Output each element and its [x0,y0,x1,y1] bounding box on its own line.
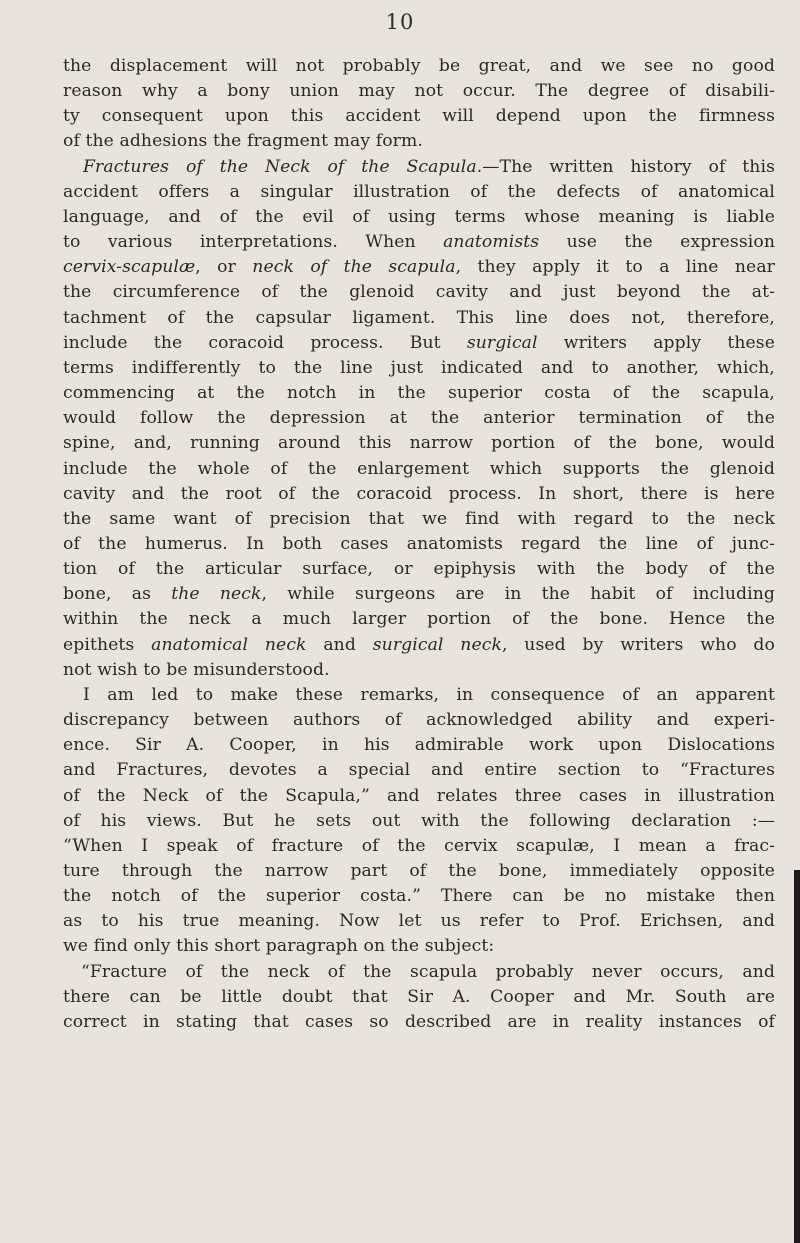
text-line [63,406,775,431]
text-run: discrepancy between authors of acknowledged ability and experi- [63,710,775,731]
text-line [63,104,775,129]
text-line [63,381,775,406]
text-run: of the humerus. In both cases anatomists regard the line of junc- [63,533,775,554]
text-line [63,557,775,582]
italic-run: surgical neck [372,634,502,655]
text-run: there can be little doubt that Sir A. Cooper and Mr. South are [63,986,775,1007]
text-run: ty consequent upon this accident will depend upon the firmness [63,106,775,127]
italic-run: Fractures of the Neck of the Scapula. [83,156,483,177]
text-run: terms indifferently to the line just indicated and to another, which, [63,357,775,378]
text-run: ence. Sir A. Cooper, in his admirable work upon Dislocations [63,735,775,756]
text-run: within the neck a much larger portion of the bone. Hence the [63,609,775,630]
italic-run: anatomists [443,232,540,253]
text-run: of the adhesions the fragment may form. [63,131,423,152]
text-run: reason why a bony union may not occur. The degree of disabili- [63,81,775,102]
text-run: bone, as [63,584,172,605]
text-run: include the whole of the enlargement which supports the glenoid [63,458,775,479]
page-edge-shadow [794,870,800,1243]
text-run: tachment of the capsular ligament. This line does not, therefore, [63,307,775,328]
text-run: to various interpretations. When [63,232,444,253]
text-line [63,356,775,381]
italic-run: the neck [171,584,262,605]
text-run: not wish to be misunderstood. [63,659,330,680]
text-run: and Fractures, devotes a special and entire section to “Fractures [63,760,775,781]
text-run: commencing at the notch in the superior costa of the scapula, [63,383,775,404]
text-run: include the coracoid process. But [63,332,467,353]
text-run: would follow the depression at the anterior termination of the [63,408,775,429]
text-run: the displacement will not probably be great, and we see no good [63,56,775,76]
text-line [63,733,775,758]
text-line [63,633,775,658]
text-line [63,280,775,305]
italic-run: surgical [466,332,538,353]
text-run: , they apply it to a line near [455,257,775,278]
text-line [63,683,775,708]
text-run: writers apply these [537,332,775,353]
quote-line [63,1010,775,1035]
text-run: the notch of the superior costa.” There can be no mistake then [63,886,775,907]
text-run: ture through the narrow part of the bone, immediately opposite [63,861,775,881]
text-line [63,809,775,834]
text-line [63,582,775,607]
text-run: “Fracture of the neck of the scapula probably never occurs, and [81,961,775,982]
quote-line [63,985,775,1010]
text-line [63,532,775,557]
text-run: —The written history of this [482,156,775,177]
text-run: spine, and, running around this narrow portion of the bone, would [63,433,775,454]
quote-line [63,834,775,859]
text-run: the circumference of the glenoid cavity and just beyond the at- [63,282,775,303]
text-run: use the expression [539,232,775,253]
text-line [63,230,775,255]
text-line [63,306,775,331]
text-line [63,758,775,783]
italic-run: cervix-scapulæ [63,257,196,278]
text-line [63,331,775,356]
text-run: epithets [63,634,152,655]
text-line [63,708,775,733]
page-number: 10 [385,10,415,34]
text-run: we find only this short paragraph on the subject: [63,936,495,957]
text-run: the same want of precision that we find with regard to the neck [63,508,775,529]
text-line [63,255,775,280]
text-line [63,180,775,205]
text-line [63,934,775,959]
italic-run: neck of the scapula [252,257,456,278]
text-run: and [306,634,373,655]
body-text [63,54,775,1035]
text-line [63,884,775,909]
text-line [63,784,775,809]
text-line [63,607,775,632]
text-run: correct in stating that cases so described are in reality instances of [63,1011,775,1032]
text-run: “When I speak of fracture of the cervix scapulæ, I mean a frac- [63,835,775,856]
text-line [63,457,775,482]
text-run: , while surgeons are in the habit of including [261,584,775,605]
section-heading-line [63,155,775,180]
text-run: , used by writers who do [501,634,775,655]
text-run: of the Neck of the Scapula,” and relates three cases in illustration [63,785,775,806]
text-line [63,431,775,456]
text-run: I am led to make these remarks, in consequence of an apparent [83,684,775,705]
text-line [63,54,775,79]
text-run: accident offers a singular illustration of the defects of anatomical [63,181,775,202]
text-line [63,205,775,230]
text-run: language, and of the evil of using terms whose meaning is liable [63,206,775,227]
text-line [63,658,775,683]
text-line [63,909,775,934]
text-run: cavity and the root of the coracoid process. In short, there is here [63,483,775,504]
text-line [63,482,775,507]
text-run: of his views. But he sets out with the following declaration :— [63,810,775,831]
text-run: tion of the articular surface, or epiphysis with the body of the [63,559,775,580]
text-run: , or [195,257,253,278]
text-run: as to his true meaning. Now let us refer to Prof. Erichsen, and [63,911,775,932]
quote-line [63,960,775,985]
italic-run: anatomical neck [151,634,307,655]
text-line [63,129,775,154]
text-line [63,507,775,532]
text-line [63,79,775,104]
quote-line [63,859,775,884]
